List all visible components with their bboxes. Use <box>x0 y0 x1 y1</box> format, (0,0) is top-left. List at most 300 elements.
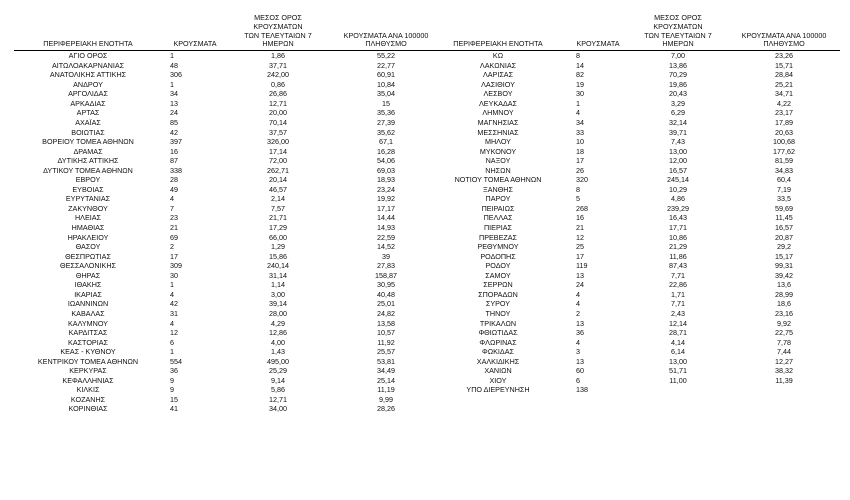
region-cell: ΜΕΣΣΗΝΙΑΣ <box>477 127 519 137</box>
table-row <box>14 194 444 204</box>
table-body-right <box>428 51 840 395</box>
per-100000-cell: 10,84 <box>377 79 395 89</box>
table-row <box>428 99 840 109</box>
per-100000-cell: 19,92 <box>377 194 395 204</box>
region-cell: ΝΑΞΟΥ <box>485 156 511 166</box>
table-row <box>14 147 444 157</box>
table-row <box>428 309 840 319</box>
region-cell: ΠΑΡΟΥ <box>485 194 511 204</box>
region-cell: ΦΛΩΡΙΝΑΣ <box>479 337 517 347</box>
per-100000-cell <box>728 385 840 395</box>
per-100000-cell: 29,2 <box>777 242 791 252</box>
per-100000-cell: 59,69 <box>775 203 793 213</box>
cases-cell: 69 <box>170 232 178 242</box>
table-row <box>14 118 444 128</box>
cases-cell: 36 <box>576 328 584 338</box>
avg-cell: 1,71 <box>671 289 685 299</box>
region-cell: ΧΙΟΥ <box>489 375 507 385</box>
avg-cell: 1,86 <box>271 51 285 61</box>
avg-cell: 28,00 <box>269 308 287 318</box>
cases-cell: 85 <box>170 118 178 128</box>
region-cell: ΠΕΙΡΑΙΩΣ <box>481 203 515 213</box>
avg-cell: 4,29 <box>271 318 285 328</box>
avg-cell: 26,86 <box>269 89 287 99</box>
avg-cell: 21,71 <box>269 213 287 223</box>
region-cell: ΛΑΚΩΝΙΑΣ <box>479 60 517 70</box>
avg-cell: 37,57 <box>269 127 287 137</box>
cases-cell: 49 <box>170 184 178 194</box>
per-100000-cell: 24,82 <box>377 308 395 318</box>
cases-cell: 24 <box>170 108 178 118</box>
per-100000-cell: 9,92 <box>777 318 791 328</box>
per-100000-cell: 11,92 <box>377 337 395 347</box>
per-100000-cell: 34,83 <box>775 165 793 175</box>
table-row <box>428 338 840 348</box>
per-100000-cell: 14,52 <box>377 242 395 252</box>
cases-cell: 21 <box>576 223 584 233</box>
table-row <box>14 137 444 147</box>
per-100000-cell: 14,93 <box>377 223 395 233</box>
per-100000-cell: 25,57 <box>377 347 395 357</box>
per-100000-cell: 18,93 <box>377 175 395 185</box>
table-row <box>14 61 444 71</box>
region-cell: ΑΡΚΑΔΙΑΣ <box>70 98 106 108</box>
cases-cell: 82 <box>576 70 584 80</box>
region-cell: ΙΘΑΚΗΣ <box>74 280 102 290</box>
region-cell: ΛΑΣΙΘΙΟΥ <box>481 79 515 89</box>
region-cell: ΚΟΖΑΝΗΣ <box>70 394 106 404</box>
region-cell: ΝΗΣΩΝ <box>485 165 511 175</box>
cases-cell: 41 <box>170 404 178 414</box>
header-avg-line2: ΤΩΝ ΤΕΛΕΥΤΑΙΩΝ 7 <box>644 30 712 40</box>
cases-cell: 7 <box>170 203 174 213</box>
per-100000-cell: 39,42 <box>775 270 793 280</box>
header-cases: ΚΡΟΥΣΜΑΤΑ <box>162 14 228 51</box>
header-avg-7-days <box>228 14 328 51</box>
per-100000-cell: 39 <box>382 251 390 261</box>
cases-table-left <box>14 14 444 414</box>
cases-cell: 87 <box>170 156 178 166</box>
avg-cell: 25,29 <box>269 366 287 376</box>
cases-cell: 1 <box>576 98 580 108</box>
per-100000-cell: 22,77 <box>377 60 395 70</box>
table-row <box>14 271 444 281</box>
per-100000-cell: 15,17 <box>775 251 793 261</box>
per-100000-cell: 33,5 <box>777 194 791 204</box>
region-cell: ΖΑΚΥΝΘΟΥ <box>68 203 108 213</box>
per-100000-cell: 69,03 <box>377 165 395 175</box>
table-row <box>428 319 840 329</box>
header-per-100000 <box>728 14 840 51</box>
table-row <box>14 166 444 176</box>
avg-cell: 1,29 <box>271 242 285 252</box>
avg-cell: 28,71 <box>669 328 687 338</box>
table-row <box>14 319 444 329</box>
cases-cell: 1 <box>170 79 174 89</box>
avg-cell: 39,71 <box>669 127 687 137</box>
per-100000-cell: 15 <box>382 98 390 108</box>
header-region: ΠΕΡΙΦΕΡΕΙΑΚΗ ΕΝΟΤΗΤΑ <box>428 14 568 51</box>
region-cell: ΔΡΑΜΑΣ <box>73 146 103 156</box>
avg-cell: 51,71 <box>669 366 687 376</box>
region-cell: ΛΗΜΝΟΥ <box>482 108 514 118</box>
region-cell: ΕΥΒΟΙΑΣ <box>72 184 104 194</box>
avg-cell: 12,00 <box>669 156 687 166</box>
table-row <box>14 233 444 243</box>
avg-cell: 4,86 <box>671 194 685 204</box>
table-row <box>428 204 840 214</box>
per-100000-cell: 14,44 <box>377 213 395 223</box>
table-row <box>428 51 840 61</box>
table-row <box>428 271 840 281</box>
avg-cell: 32,14 <box>669 118 687 128</box>
avg-cell: 16,57 <box>669 165 687 175</box>
cases-cell: 119 <box>576 261 588 271</box>
region-cell: ΚΕΝΤΡΙΚΟΥ ΤΟΜΕΑ ΑΘΗΝΩΝ <box>37 356 139 366</box>
avg-cell: 13,00 <box>669 146 687 156</box>
cases-cell: 4 <box>576 337 580 347</box>
region-cell: ΗΜΑΘΙΑΣ <box>71 223 105 233</box>
cases-cell: 9 <box>170 385 174 395</box>
per-100000-cell: 158,87 <box>375 270 397 280</box>
cases-cell: 23 <box>170 213 178 223</box>
per-100000-cell: 27,39 <box>377 118 395 128</box>
per-100000-cell: 40,48 <box>377 289 395 299</box>
cases-cell: 2 <box>576 308 580 318</box>
per-100000-cell: 38,32 <box>775 366 793 376</box>
table-row <box>428 147 840 157</box>
table-row <box>428 137 840 147</box>
table-row <box>14 185 444 195</box>
cases-cell: 6 <box>170 337 174 347</box>
avg-cell: 6,14 <box>671 347 685 357</box>
table-row <box>14 395 444 405</box>
table-row <box>428 61 840 71</box>
region-cell: ΕΥΡΥΤΑΝΙΑΣ <box>65 194 111 204</box>
avg-cell: 12,86 <box>269 328 287 338</box>
cases-table-right <box>428 14 840 395</box>
avg-cell: 66,00 <box>269 232 287 242</box>
table-body-left <box>14 51 444 414</box>
header-per-100000 <box>328 14 444 51</box>
table-row <box>14 51 444 61</box>
table-row <box>14 80 444 90</box>
avg-cell: 12,71 <box>269 98 287 108</box>
per-100000-cell: 28,99 <box>775 289 793 299</box>
per-100000-cell: 10,57 <box>377 328 395 338</box>
per-100000-cell: 23,26 <box>775 51 793 61</box>
table-row <box>428 252 840 262</box>
per-100000-cell: 99,31 <box>775 261 793 271</box>
per-100000-cell: 13,6 <box>777 280 791 290</box>
avg-cell: 20,14 <box>269 175 287 185</box>
table-row <box>14 376 444 386</box>
table-row <box>14 99 444 109</box>
region-cell: ΥΠΟ ΔΙΕΡΕΥΝΗΣΗ <box>466 385 530 395</box>
cases-cell: 306 <box>170 70 182 80</box>
header-avg-line3: ΗΜΕΡΩΝ <box>662 39 694 49</box>
per-100000-cell: 23,16 <box>775 308 793 318</box>
table-row <box>428 108 840 118</box>
cases-cell: 2 <box>170 242 174 252</box>
region-cell: ΙΩΑΝΝΙΝΩΝ <box>67 299 109 309</box>
region-cell: ΠΙΕΡΙΑΣ <box>483 223 512 233</box>
avg-cell: 17,29 <box>269 223 287 233</box>
header-per-line2: ΠΛΗΘΥΣΜΟ <box>365 39 407 49</box>
avg-cell <box>628 385 728 395</box>
cases-cell: 4 <box>170 194 174 204</box>
per-100000-cell: 81,59 <box>775 156 793 166</box>
cases-cell: 12 <box>170 328 178 338</box>
cases-cell: 28 <box>170 175 178 185</box>
region-cell: ΦΩΚΙΔΑΣ <box>482 347 514 357</box>
cases-cell: 16 <box>170 146 178 156</box>
avg-cell: 242,00 <box>267 70 289 80</box>
header-cases: ΚΡΟΥΣΜΑΤΑ <box>568 14 628 51</box>
cases-cell: 42 <box>170 299 178 309</box>
table-row <box>428 70 840 80</box>
table-row <box>428 233 840 243</box>
table-row <box>14 280 444 290</box>
cases-cell: 15 <box>170 394 178 404</box>
table-row <box>14 252 444 262</box>
avg-cell: 87,43 <box>669 261 687 271</box>
avg-cell: 240,14 <box>267 261 289 271</box>
region-cell: ΧΑΝΙΩΝ <box>484 366 512 376</box>
region-cell: ΜΗΛΟΥ <box>485 137 511 147</box>
table-row <box>428 290 840 300</box>
avg-cell: 6,29 <box>671 108 685 118</box>
cases-cell: 13 <box>576 318 584 328</box>
cases-cell: 30 <box>576 89 584 99</box>
avg-cell: 16,43 <box>669 213 687 223</box>
cases-cell: 60 <box>576 366 584 376</box>
cases-cell: 26 <box>576 165 584 175</box>
region-cell: ΘΕΣΠΡΩΤΙΑΣ <box>65 251 111 261</box>
avg-cell: 72,00 <box>269 156 287 166</box>
cases-cell: 1 <box>170 280 174 290</box>
cases-cell: 1 <box>170 51 174 61</box>
table-row <box>14 156 444 166</box>
table-row <box>428 328 840 338</box>
avg-cell: 10,29 <box>669 184 687 194</box>
per-100000-cell: 34,49 <box>377 366 395 376</box>
avg-cell: 20,43 <box>669 89 687 99</box>
table-row <box>428 80 840 90</box>
per-100000-cell: 35,04 <box>377 89 395 99</box>
region-cell: ΛΑΡΙΣΑΣ <box>482 70 514 80</box>
region-cell: ΚΑΒΑΛΑΣ <box>71 308 105 318</box>
per-100000-cell: 13,58 <box>377 318 395 328</box>
avg-cell: 11,00 <box>669 375 687 385</box>
region-cell: ΑΝΔΡΟΥ <box>73 79 103 89</box>
region-cell: ΑΡΓΟΛΙΔΑΣ <box>68 89 108 99</box>
cases-cell: 17 <box>576 251 584 261</box>
table-row <box>428 357 840 367</box>
cases-cell: 17 <box>576 156 584 166</box>
per-100000-cell: 9,99 <box>379 394 393 404</box>
avg-cell: 46,57 <box>269 184 287 194</box>
table-row <box>428 385 840 395</box>
region-cell: ΝΟΤΙΟΥ ΤΟΜΕΑ ΑΘΗΝΩΝ <box>454 175 542 185</box>
per-100000-cell: 28,26 <box>377 404 395 414</box>
cases-cell: 19 <box>576 79 584 89</box>
table-row <box>14 309 444 319</box>
region-cell: ΚΑΛΥΜΝΟΥ <box>68 318 108 328</box>
table-header <box>428 14 840 51</box>
per-100000-cell: 4,22 <box>777 98 791 108</box>
header-avg-line2: ΤΩΝ ΤΕΛΕΥΤΑΙΩΝ 7 <box>244 30 312 40</box>
avg-cell: 12,71 <box>269 394 287 404</box>
table-row <box>428 366 840 376</box>
per-100000-cell: 22,59 <box>377 232 395 242</box>
region-cell: ΣΠΟΡΑΔΩΝ <box>478 289 518 299</box>
cases-cell: 42 <box>170 127 178 137</box>
region-cell: ΞΑΝΘΗΣ <box>483 184 513 194</box>
avg-cell: 4,14 <box>671 337 685 347</box>
avg-cell: 5,86 <box>271 385 285 395</box>
avg-cell: 1,14 <box>271 280 285 290</box>
cases-cell: 4 <box>576 299 580 309</box>
cases-cell: 4 <box>170 318 174 328</box>
cases-cell: 13 <box>576 270 584 280</box>
region-cell: ΤΗΝΟΥ <box>485 308 511 318</box>
table-row <box>428 299 840 309</box>
table-row <box>428 175 840 185</box>
avg-cell: 2,43 <box>671 308 685 318</box>
per-100000-cell: 7,78 <box>777 337 791 347</box>
table-row <box>428 376 840 386</box>
avg-cell: 245,14 <box>667 175 689 185</box>
cases-cell: 33 <box>576 127 584 137</box>
cases-cell: 30 <box>170 270 178 280</box>
per-100000-cell: 7,19 <box>777 184 791 194</box>
table-row <box>14 128 444 138</box>
avg-cell: 19,86 <box>669 79 687 89</box>
avg-cell: 495,00 <box>267 356 289 366</box>
per-100000-cell: 53,81 <box>377 356 395 366</box>
header-per-line1: ΚΡΟΥΣΜΑΤΑ ΑΝΑ 100000 <box>741 30 827 40</box>
table-row <box>14 385 444 395</box>
table-row <box>428 223 840 233</box>
header-per-line2: ΠΛΗΘΥΣΜΟ <box>763 39 805 49</box>
per-100000-cell: 60,91 <box>377 70 395 80</box>
table-row <box>428 194 840 204</box>
region-cell: ΒΟΡΕΙΟΥ ΤΟΜΕΑ ΑΘΗΝΩΝ <box>42 137 134 147</box>
table-row <box>14 175 444 185</box>
cases-cell: 17 <box>170 251 178 261</box>
per-100000-cell: 11,39 <box>775 375 793 385</box>
table-row <box>14 299 444 309</box>
per-100000-cell: 30,95 <box>377 280 395 290</box>
per-100000-cell: 25,01 <box>377 299 395 309</box>
per-100000-cell: 11,45 <box>775 213 793 223</box>
avg-cell: 17,14 <box>269 146 287 156</box>
avg-cell: 13,00 <box>669 356 687 366</box>
cases-cell: 13 <box>170 98 178 108</box>
region-cell: ΘΕΣΣΑΛΟΝΙΚΗΣ <box>60 261 116 271</box>
per-100000-cell: 60,4 <box>777 175 791 185</box>
region-cell: ΑΙΤΩΛΟΑΚΑΡΝΑΝΙΑΣ <box>51 60 125 70</box>
avg-cell: 70,14 <box>269 118 287 128</box>
cases-cell: 8 <box>576 51 580 61</box>
cases-cell: 1 <box>170 347 174 357</box>
table-row <box>14 366 444 376</box>
cases-cell: 31 <box>170 308 178 318</box>
region-cell: ΚΙΛΚΙΣ <box>76 385 100 395</box>
per-100000-cell: 15,71 <box>775 60 793 70</box>
region-cell: ΣΕΡΡΩΝ <box>483 280 513 290</box>
region-cell: ΑΓΙΟ ΟΡΟΣ <box>68 51 108 61</box>
per-100000-cell: 12,27 <box>775 356 793 366</box>
region-cell: ΚΑΡΔΙΤΣΑΣ <box>68 328 108 338</box>
per-100000-cell: 35,62 <box>377 127 395 137</box>
region-cell: ΑΧΑΪΑΣ <box>75 118 101 128</box>
region-cell: ΦΘΙΩΤΙΔΑΣ <box>478 328 518 338</box>
table-row <box>14 290 444 300</box>
cases-cell: 3 <box>576 347 580 357</box>
avg-cell: 0,86 <box>271 79 285 89</box>
region-cell: ΔΥΤΙΚΗΣ ΑΤΤΙΚΗΣ <box>57 156 119 166</box>
region-cell: ΚΟΡΙΝΘΙΑΣ <box>68 404 108 414</box>
cases-cell: 8 <box>576 184 580 194</box>
table-row <box>428 242 840 252</box>
region-cell: ΗΛΕΙΑΣ <box>74 213 102 223</box>
avg-cell: 2,14 <box>271 194 285 204</box>
cases-cell: 13 <box>576 356 584 366</box>
table-row <box>14 70 444 80</box>
cases-cell: 554 <box>170 356 182 366</box>
region-cell: ΕΒΡΟΥ <box>75 175 101 185</box>
cases-cell: 397 <box>170 137 182 147</box>
table-row <box>428 166 840 176</box>
avg-cell: 7,43 <box>671 137 685 147</box>
avg-cell: 70,29 <box>669 70 687 80</box>
cases-cell: 268 <box>576 203 588 213</box>
cases-cell: 4 <box>170 289 174 299</box>
region-cell: ΣΑΜΟΥ <box>485 270 511 280</box>
avg-cell: 13,86 <box>669 60 687 70</box>
per-100000-cell: 34,71 <box>775 89 793 99</box>
region-cell: ΘΑΣΟΥ <box>75 242 101 252</box>
table-header <box>14 14 444 51</box>
region-cell: ΠΡΕΒΕΖΑΣ <box>479 232 517 242</box>
cases-cell: 36 <box>170 366 178 376</box>
per-100000-cell: 17,89 <box>775 118 793 128</box>
per-100000-cell: 23,24 <box>377 184 395 194</box>
header-avg-line1: ΜΕΣΟΣ ΟΡΟΣ ΚΡΟΥΣΜΑΤΩΝ <box>253 13 303 31</box>
region-cell: ΚΕΑΣ - ΚΥΘΝΟΥ <box>60 347 116 357</box>
avg-cell: 9,14 <box>271 375 285 385</box>
region-cell: ΤΡΙΚΑΛΩΝ <box>479 318 517 328</box>
table-row <box>428 128 840 138</box>
avg-cell: 7,00 <box>671 51 685 61</box>
region-cell: ΛΕΥΚΑΔΑΣ <box>478 98 517 108</box>
cases-cell: 5 <box>576 194 580 204</box>
per-100000-cell: 28,84 <box>775 70 793 80</box>
avg-cell: 262,71 <box>267 165 289 175</box>
cases-cell: 309 <box>170 261 182 271</box>
cases-cell: 16 <box>576 213 584 223</box>
table-row <box>428 156 840 166</box>
avg-cell: 10,86 <box>669 232 687 242</box>
region-cell: ΚΑΣΤΟΡΙΑΣ <box>68 337 108 347</box>
avg-cell: 39,14 <box>269 299 287 309</box>
table-row <box>14 108 444 118</box>
cases-cell: 48 <box>170 60 178 70</box>
avg-cell: 1,43 <box>271 347 285 357</box>
header-avg-line3: ΗΜΕΡΩΝ <box>262 39 294 49</box>
